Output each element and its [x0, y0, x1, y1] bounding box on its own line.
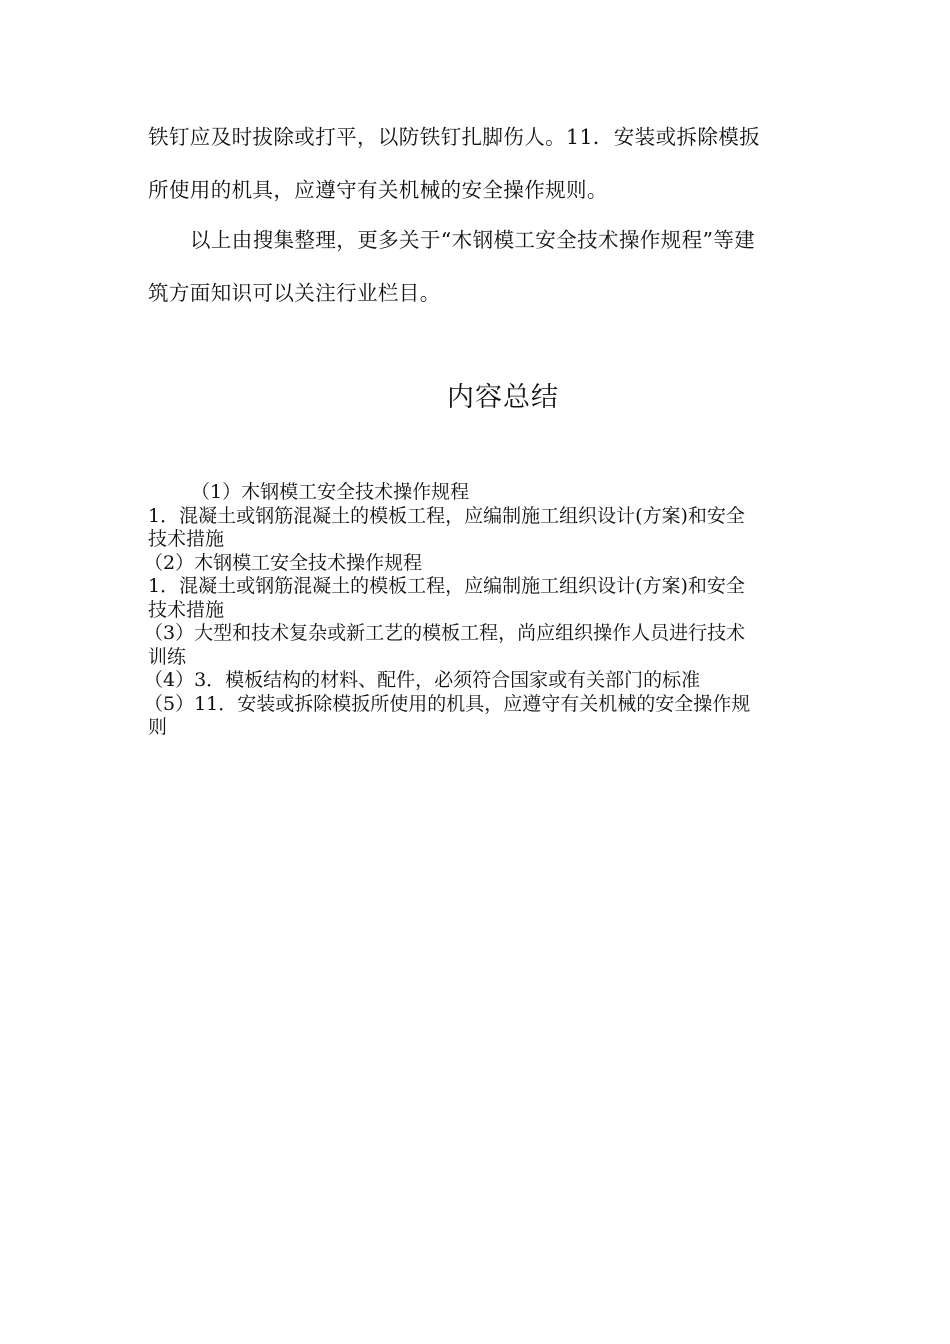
- summary-line: （3）大型和技术复杂或新工艺的模板工程，尚应组织操作人员进行技术: [144, 622, 746, 644]
- summary-line: 1．混凝土或钢筋混凝土的模板工程，应编制施工组织设计(方案)和安全: [148, 504, 745, 527]
- summary-line: 则: [148, 716, 168, 738]
- summary-heading-text: 内容总结: [447, 382, 559, 413]
- body-paragraph-1: [148, 111, 808, 217]
- body-paragraph-2: [148, 214, 808, 320]
- summary-line: （1）木钢模工安全技术操作规程: [191, 481, 470, 503]
- summary-line: （2）木钢模工安全技术操作规程: [144, 551, 423, 574]
- summary-list: [144, 481, 808, 740]
- summary-line: （4）3．模板结构的材料、配件，必须符合国家或有关部门的标准: [144, 669, 701, 691]
- summary-line: 训练: [148, 645, 187, 668]
- summary-line: 技术措施: [148, 598, 225, 621]
- paragraph-2-line-1: 以上由搜集整理，更多关于“木钢模工安全技术操作规程”等建: [190, 228, 756, 252]
- summary-heading: [0, 376, 950, 420]
- summary-line: （5）11．安装或拆除模扳所使用的机具，应遵守有关机械的安全操作规: [144, 692, 751, 715]
- paragraph-1-line-2: 所使用的机具，应遵守有关机械的安全操作规则。: [148, 178, 608, 202]
- summary-line: 1．混凝土或钢筋混凝土的模板工程，应编制施工组织设计(方案)和安全: [148, 575, 745, 597]
- summary-line: 技术措施: [148, 528, 225, 550]
- paragraph-2-line-2: 筑方面知识可以关注行业栏目。: [148, 281, 441, 305]
- paragraph-1-line-1: 铁钉应及时拔除或打平，以防铁钉扎脚伤人。11．安装或拆除模扳: [148, 125, 761, 149]
